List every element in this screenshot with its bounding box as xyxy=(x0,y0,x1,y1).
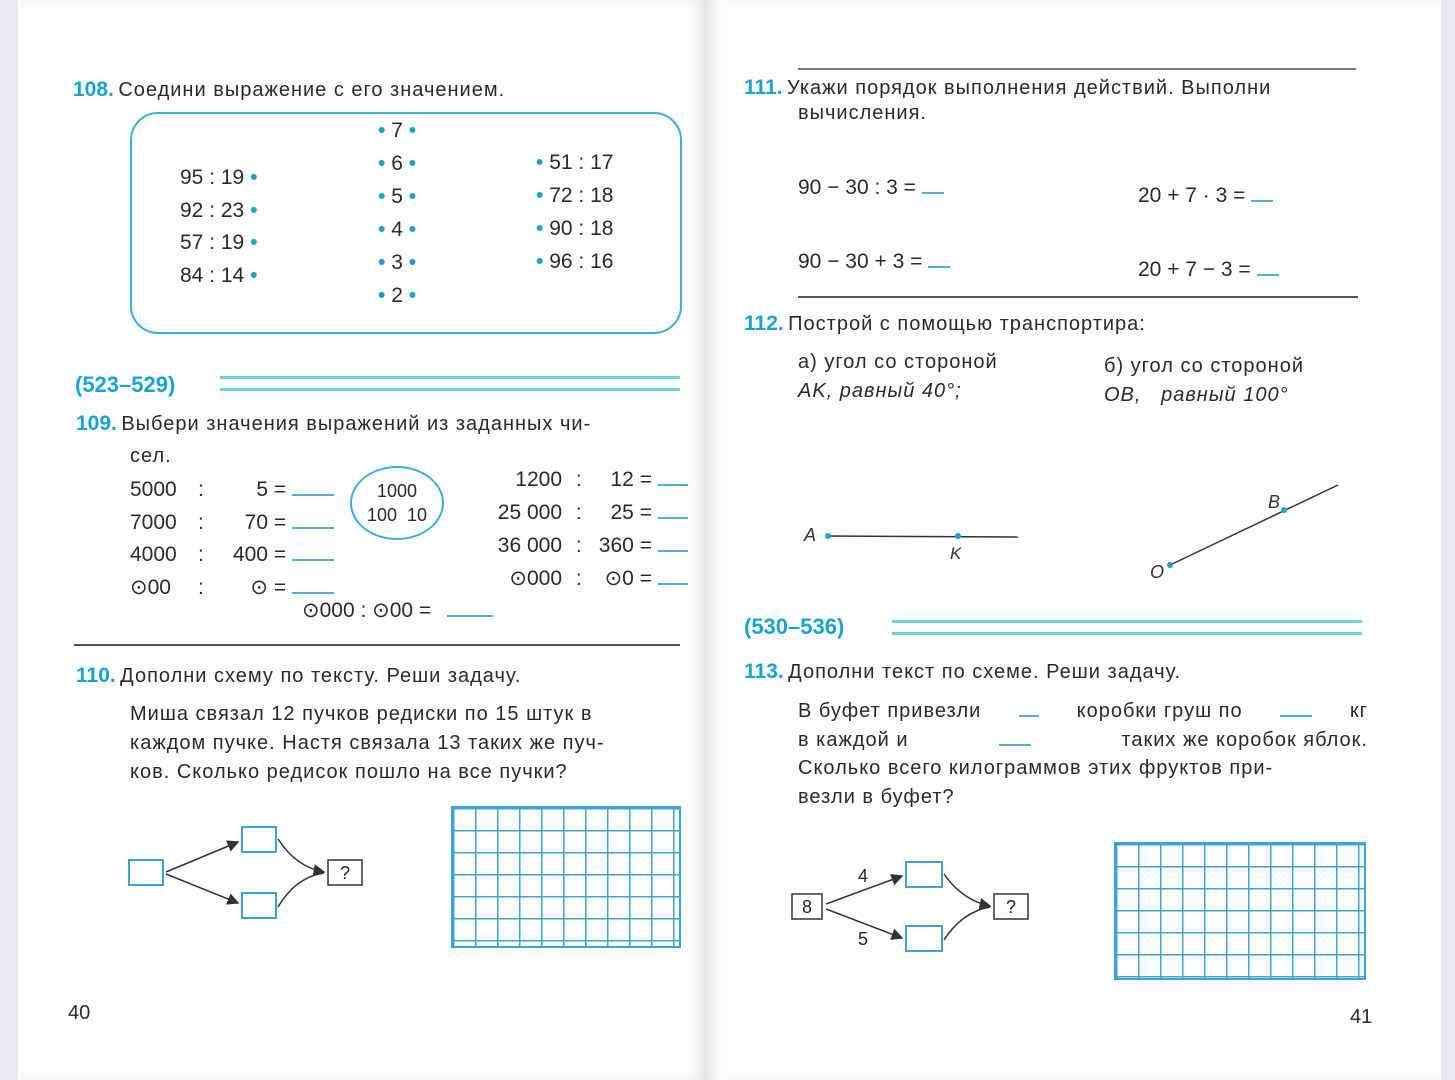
value-1: 7 xyxy=(391,119,403,142)
task-109-row-3: 4000 : 400 = xyxy=(130,539,334,572)
task-111-header xyxy=(744,76,1271,100)
task-112-a-line-1: а) угол со стороной xyxy=(798,351,998,373)
task-110-line-1: Миша связал 12 пучков редиски по 15 штук в xyxy=(130,703,593,725)
answer-blank[interactable] xyxy=(658,484,688,486)
point-o xyxy=(1167,562,1173,568)
section-530-536: (530–536) xyxy=(744,614,845,639)
task-113-line-3: Сколько всего килограммов этих фруктов при- xyxy=(798,757,1274,779)
scheme-box-top[interactable] xyxy=(906,862,942,887)
point-a xyxy=(825,533,831,539)
task-109-right-exprs xyxy=(476,463,688,595)
point-k xyxy=(955,533,961,539)
point-b xyxy=(1281,507,1287,513)
task-112-text: Построй с помощью транспортира: xyxy=(788,313,1146,335)
answer-blank[interactable] xyxy=(1280,715,1312,717)
task-113-answer-grid[interactable] xyxy=(1114,842,1366,980)
task-110-scheme xyxy=(118,815,378,935)
divider-109-110 xyxy=(74,644,680,646)
left-page xyxy=(18,0,706,1080)
ray-ob xyxy=(1170,485,1338,565)
scheme-arrow xyxy=(166,874,238,903)
scheme-box-bottom[interactable] xyxy=(906,926,942,951)
answer-blank[interactable] xyxy=(447,615,493,617)
task-113-line-2: в каждой и таких же коробок яблок. xyxy=(798,728,1368,751)
task-113-number: 113. xyxy=(744,660,784,683)
task-109-row-8: ⊙000 : ⊙0 = xyxy=(476,562,688,595)
oval-line-2: 100 10 xyxy=(366,505,428,525)
task-112-b xyxy=(1104,352,1304,410)
expr-left-3: 57 : 19 xyxy=(180,231,245,254)
expr-right-1: 51 : 17 xyxy=(549,151,614,174)
task-112-b-line-1: б) угол со стороной xyxy=(1104,355,1304,377)
scheme-arrow xyxy=(944,874,990,906)
ray-ak xyxy=(828,536,1018,537)
scheme-arrow xyxy=(278,873,324,907)
task-110-line-2: каждом пучке. Настя связала 13 таких же пуч- xyxy=(130,732,605,754)
task-112-drawing xyxy=(786,470,1366,590)
task-112-number: 112. xyxy=(744,312,784,335)
section-2-divider xyxy=(892,620,1362,635)
scheme-result-label: ? xyxy=(1005,897,1017,917)
expr-left-1: 95 : 19 xyxy=(180,166,245,189)
task-108-values: • 7 • • 6 • • 5 • • 4 • • 3 • • 2 • xyxy=(378,119,417,307)
answer-blank[interactable] xyxy=(1257,274,1279,276)
answer-blank[interactable] xyxy=(658,517,688,519)
task-110-header xyxy=(76,664,521,688)
answer-blank[interactable] xyxy=(658,550,688,552)
task-110-problem xyxy=(130,700,605,787)
task-109-left-exprs xyxy=(130,474,334,604)
task-111-expr-3-wrap xyxy=(798,250,950,274)
task-108-header xyxy=(73,78,505,102)
task-112-header xyxy=(744,312,1146,336)
task-110-text: Дополни схему по тексту. Реши задачу. xyxy=(120,665,522,687)
task-113-header xyxy=(744,660,1181,684)
answer-blank[interactable] xyxy=(292,527,334,529)
task-111-expr-1-wrap xyxy=(798,176,944,200)
task-109-number: 109. xyxy=(76,412,117,435)
expr-right-3: 90 : 18 xyxy=(549,217,614,240)
task-110-number: 110. xyxy=(76,664,116,687)
page-number-right: 41 xyxy=(1350,1006,1373,1028)
task-113-text: Дополни текст по схеме. Реши задачу. xyxy=(788,661,1182,683)
scheme-arrow xyxy=(278,839,324,872)
right-page xyxy=(706,0,1441,1080)
label-a: A xyxy=(804,525,817,545)
expr-left-4: 84 : 14 xyxy=(180,263,245,287)
task-109-bottom-expr: ⊙000 : ⊙00 = xyxy=(302,599,432,622)
section-523-529: (523–529) xyxy=(75,372,176,397)
task-111-expr-1: 90 − 30 : 3 = xyxy=(798,176,916,199)
task-111-expr-4-wrap xyxy=(1138,258,1279,282)
task-109-row-6: 25 000 : 25 = xyxy=(476,496,688,529)
task-109-oval xyxy=(350,466,444,540)
task-108-right-expressions: • 51 : 17 • 72 : 18 • 90 : 18 • 96 : 16 xyxy=(536,151,614,273)
label-k: K xyxy=(950,544,962,563)
label-o: O xyxy=(1150,562,1165,582)
task-108-text: Соедини выражение с его значением. xyxy=(118,79,506,101)
answer-blank[interactable] xyxy=(1251,200,1273,202)
task-113-scheme xyxy=(776,852,1046,962)
answer-blank[interactable] xyxy=(928,266,950,268)
scheme-box-start[interactable] xyxy=(129,860,163,885)
task-109-bottom xyxy=(302,598,493,623)
scheme-start-label: 8 xyxy=(801,897,813,917)
task-111-number: 111. xyxy=(744,76,783,99)
answer-blank[interactable] xyxy=(922,192,944,194)
expr-right-2: 72 : 18 xyxy=(549,184,614,207)
value-6: 2 xyxy=(391,284,403,307)
label-b: B xyxy=(1268,492,1281,512)
answer-blank[interactable] xyxy=(292,592,334,594)
value-3: 5 xyxy=(391,185,403,208)
task-112-b-line-2: OB, равный 100° xyxy=(1104,384,1289,406)
task-110-line-3: ков. Сколько редисок пошло на все пучки? xyxy=(130,761,568,783)
task-113-line-1: В буфет привезли коробки груш по кг xyxy=(798,700,1368,722)
task-111-text-2: вычисления. xyxy=(798,102,927,124)
task-112-a xyxy=(798,348,998,406)
task-111-expr-4: 20 + 7 − 3 = xyxy=(1138,258,1251,281)
task-109-text-1: Выбери значения выражений из заданных чи- xyxy=(121,413,592,435)
task-109-row-7: 36 000 : 360 = xyxy=(476,529,688,562)
task-113-line-4: везли в буфет? xyxy=(798,785,955,808)
task-109-row-4: ⊙00 : ⊙ = xyxy=(130,572,334,605)
expr-left-2: 92 : 23 xyxy=(180,198,245,222)
task-109-row-2: 7000 : 70 = xyxy=(130,507,334,540)
task-109-text-2: сел. xyxy=(130,445,172,467)
value-2: 6 xyxy=(391,152,403,175)
scheme-arrow xyxy=(166,842,238,872)
scheme-bottom-label: 5 xyxy=(858,929,869,949)
top-rule xyxy=(798,68,1356,70)
task-112-a-line-2: AK, равный 40°; xyxy=(798,380,962,402)
task-111-expr-3: 90 − 30 + 3 = xyxy=(798,250,923,273)
task-108-left-expressions: 95 : 19 • 92 : 23 • 57 : 19 • 84 : 14 • xyxy=(180,166,258,287)
scheme-top-label: 4 xyxy=(858,866,869,886)
task-108-number: 108. xyxy=(73,78,114,101)
answer-blank[interactable] xyxy=(658,583,688,585)
task-113-problem xyxy=(798,697,1368,811)
answer-blank[interactable] xyxy=(1019,715,1039,717)
oval-line-1: 1000 xyxy=(376,481,418,501)
task-111-expr-2: 20 + 7 · 3 = xyxy=(1138,184,1246,207)
value-4: 4 xyxy=(391,218,403,241)
task-111-text-1: Укажи порядок выполнения действий. Выполни xyxy=(787,77,1272,99)
task-111-expr-2-wrap xyxy=(1138,184,1273,208)
value-5: 3 xyxy=(391,251,403,274)
divider-111-112 xyxy=(798,296,1358,298)
task-109-row-1: 5000 : 5 = xyxy=(130,474,334,507)
scheme-box-bottom[interactable] xyxy=(242,893,276,918)
task-109-header xyxy=(76,412,591,436)
page-number-left: 40 xyxy=(68,1002,91,1024)
expr-right-4: 96 : 16 xyxy=(549,250,614,273)
section-1-divider xyxy=(220,376,680,391)
answer-blank[interactable] xyxy=(999,744,1031,746)
task-109-row-5: 1200 : 12 = xyxy=(476,463,688,496)
answer-blank[interactable] xyxy=(292,494,334,496)
task-110-answer-grid[interactable] xyxy=(451,806,681,948)
scheme-result-label: ? xyxy=(339,863,351,883)
answer-blank[interactable] xyxy=(292,559,334,561)
scheme-box-top[interactable] xyxy=(242,827,276,852)
scheme-arrow xyxy=(944,907,990,940)
